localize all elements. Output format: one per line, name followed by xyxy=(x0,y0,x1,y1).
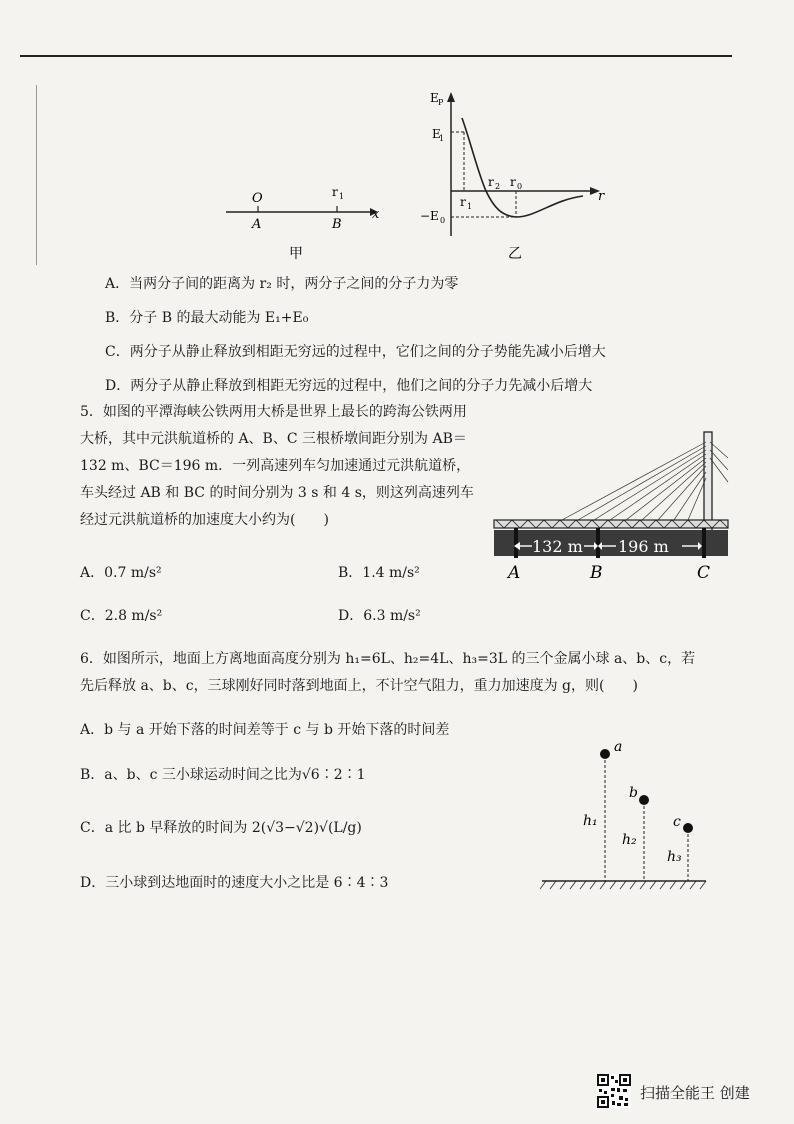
q6-stem-line2: 先后释放 a、b、c，三球刚好同时落到地面上，不计空气阻力，重力加速度为 g，则( ) xyxy=(80,678,638,694)
label-e1: E xyxy=(432,127,441,141)
q5-option-a: A．0.7 m/s² xyxy=(80,565,162,581)
q4-option-d: D．两分子从静止释放到相距无穷远的过程中，他们之间的分子力先减小后增大 xyxy=(105,378,593,394)
label-e1-sub: 1 xyxy=(439,134,445,143)
q4-option-c: C．两分子从静止释放到相距无穷远的过程中，它们之间的分子势能先减小后增大 xyxy=(105,344,606,360)
q5-option-b: B．1.4 m/s² xyxy=(338,565,420,581)
label-r1-sub: 1 xyxy=(339,192,345,201)
label-A: A xyxy=(252,217,262,232)
label-neg-e0-sub: 0 xyxy=(440,216,446,225)
pier-c xyxy=(702,528,706,558)
q6-option-d: D．三小球到达地面时的速度大小之比是 6∶4∶3 xyxy=(80,875,389,891)
label-r0-sub: 0 xyxy=(517,182,523,191)
q4-option-b: B．分子 B 的最大动能为 E₁+E₀ xyxy=(105,310,309,326)
label-x: x xyxy=(372,207,380,222)
ball-a xyxy=(600,749,610,759)
label-h2: h₂ xyxy=(622,832,637,848)
ep-curve xyxy=(462,118,583,217)
label-neg-e0: −E xyxy=(420,209,439,223)
qr-code-icon xyxy=(597,1074,631,1108)
caption-yi: 乙 xyxy=(508,246,522,262)
q5-option-c: C．2.8 m/s² xyxy=(80,608,163,624)
label-r2: r xyxy=(488,175,494,189)
margin-line xyxy=(36,85,37,265)
label-B: B xyxy=(332,217,342,232)
label-ep-sub: P xyxy=(438,98,444,107)
label-b: B xyxy=(590,563,603,583)
label-O: O xyxy=(252,191,263,206)
q5-option-d: D．6.3 m/s² xyxy=(338,608,421,624)
label-r1-sub: 1 xyxy=(467,202,473,211)
label-r1: r xyxy=(332,185,338,199)
header-rule xyxy=(20,55,732,57)
dim-ab: 132 m xyxy=(532,537,583,556)
pier-a xyxy=(514,528,518,558)
figure-jia xyxy=(220,180,390,270)
label-r1: r xyxy=(460,195,466,209)
label-b: b xyxy=(629,785,638,801)
label-c: C xyxy=(697,563,711,583)
label-a: A xyxy=(508,563,521,583)
q6-stem-line1: 6．如图所示，地面上方离地面高度分别为 h₁=6L、h₂=4L、h₃=3L 的三个金属小球 a、b、c，若 xyxy=(80,651,696,667)
q5-stem: 5．如图的平潭海峡公铁两用大桥是世界上最长的跨海公铁两用大桥，其中元洪航道桥的 A、B、C 三根桥墩间距分别为 AB＝132 m、BC＝196 m．一列高速列车匀加速通过元洪航道桥，车头经过 AB 和 BC 的时间分别为 3 s 和 4 s，则这列高速列车经过元洪航道桥的加速度大小约为( ) xyxy=(80,404,474,528)
pier-b xyxy=(596,528,600,558)
label-a: a xyxy=(614,739,623,755)
balls-figure xyxy=(540,735,710,895)
ball-b xyxy=(639,795,649,805)
bridge-deck xyxy=(494,530,728,556)
caption-jia: 甲 xyxy=(289,246,303,262)
ball-c xyxy=(683,823,693,833)
q6-option-b: B．a、b、c 三小球运动时间之比为√6∶2∶1 xyxy=(80,767,366,783)
figure-yi xyxy=(418,88,618,263)
label-h3: h₃ xyxy=(667,849,682,865)
label-r2-sub: 2 xyxy=(495,182,501,191)
label-r0: r xyxy=(510,175,516,189)
q6-option-a: A．b 与 a 开始下落的时间差等于 c 与 b 开始下落的时间差 xyxy=(80,722,450,738)
dim-bc: 196 m xyxy=(618,537,669,556)
q4-option-a: A．当两分子间的距离为 r₂ 时，两分子之间的分子力为零 xyxy=(105,276,459,292)
label-r: r xyxy=(598,189,605,204)
label-ep: E xyxy=(430,91,439,105)
ground-hatch xyxy=(540,881,706,889)
label-c: c xyxy=(673,814,681,830)
label-h1: h₁ xyxy=(583,813,598,829)
q6-option-c: C．a 比 b 早释放的时间为 2(√3−√2)√(L/g) xyxy=(80,820,362,836)
footer-watermark: 扫描全能王 创建 xyxy=(640,1084,750,1102)
ep-axis-arrow xyxy=(447,92,455,102)
bridge-figure xyxy=(492,428,730,583)
bridge-cables xyxy=(562,442,728,520)
